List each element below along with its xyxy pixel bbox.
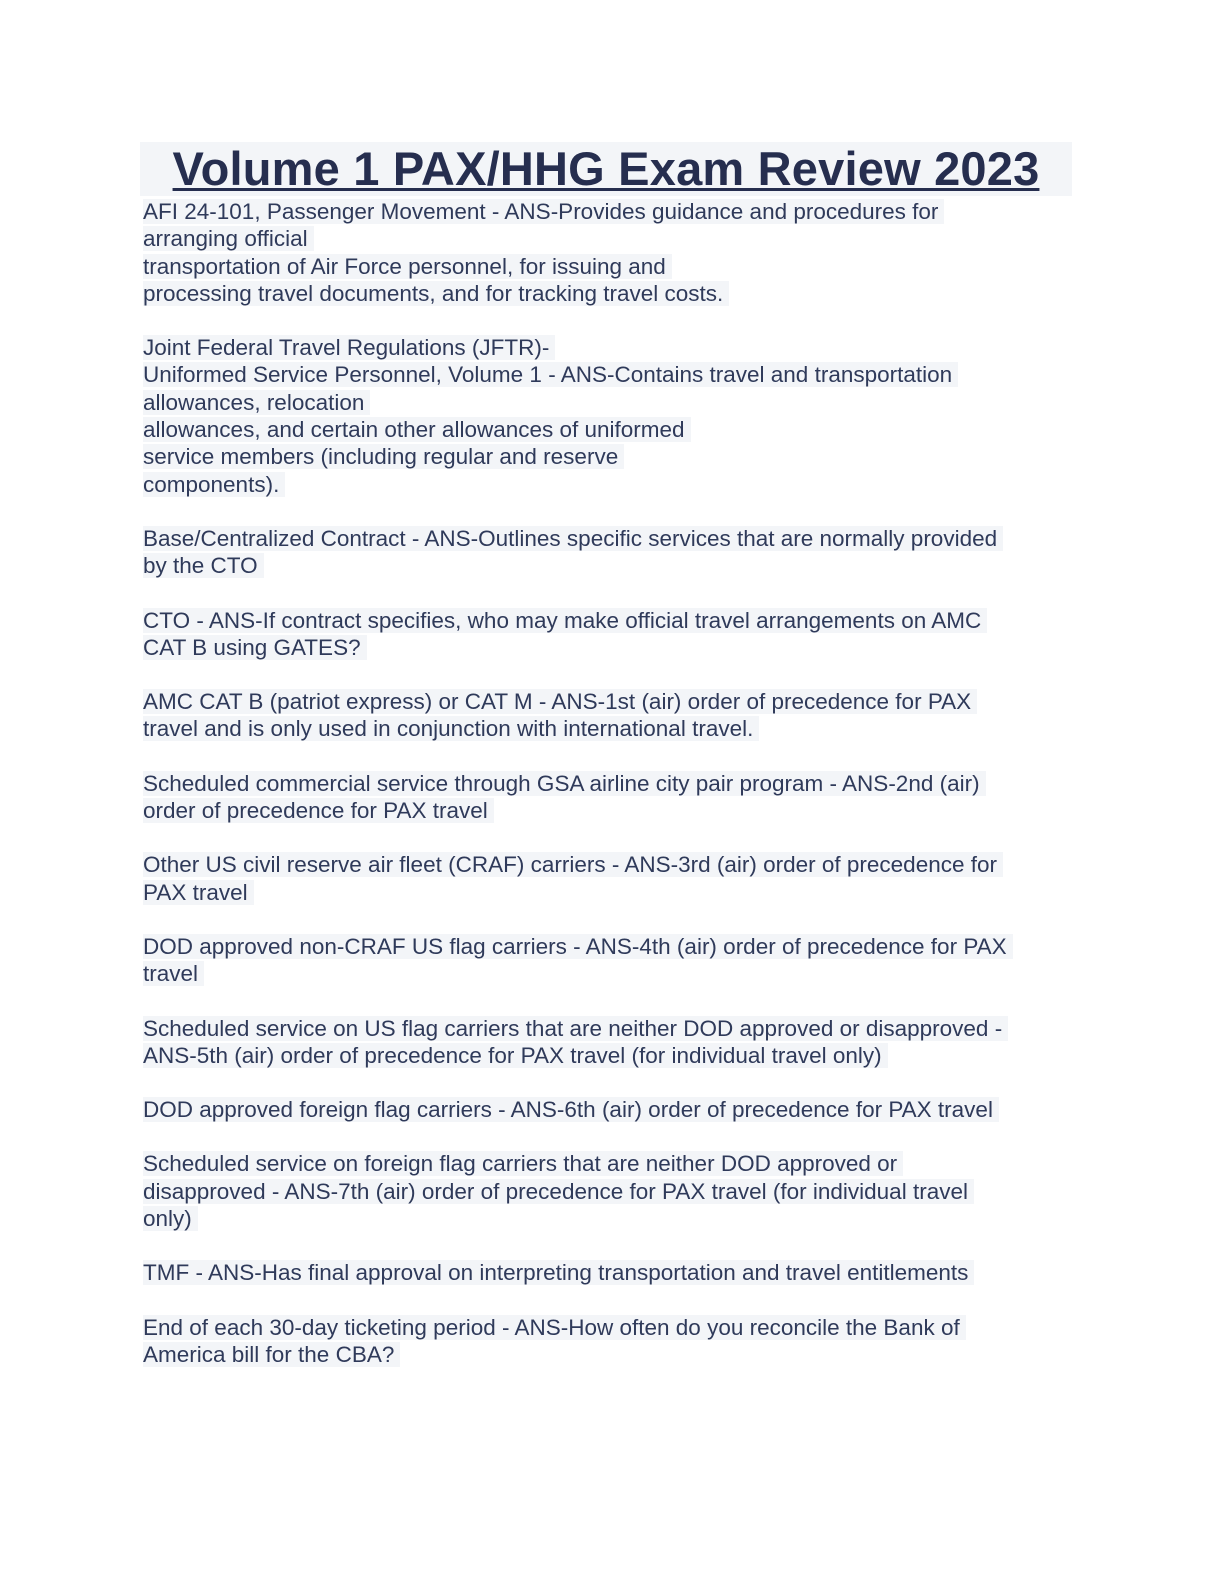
entry-line-text: Scheduled commercial service through GSA airline city pair program - ANS-2nd (air) (143, 771, 986, 796)
entry-line-text: arranging official (143, 226, 314, 251)
entry-line (143, 607, 1073, 634)
entry-line (143, 1259, 1073, 1286)
entry-line (143, 253, 1073, 280)
entry-line-text: DOD approved non-CRAF US flag carriers - ANS-4th (air) order of precedence for PAX (143, 934, 1013, 959)
entry-line-text: Scheduled service on US flag carriers that are neither DOD approved or disapproved - (143, 1016, 1008, 1041)
entry-line (143, 1015, 1073, 1042)
entry-line (143, 198, 1073, 225)
entry-line-text: America bill for the CBA? (143, 1342, 400, 1367)
entry-line (143, 552, 1073, 579)
qa-entry (143, 334, 1073, 498)
entry-line (143, 389, 1073, 416)
entry-line (143, 797, 1073, 824)
entry-line-text: travel and is only used in conjunction with international travel. (143, 716, 759, 741)
entry-line-text: only) (143, 1206, 198, 1231)
qa-entry (143, 933, 1073, 988)
entry-line-text: transportation of Air Force personnel, for issuing and (143, 254, 672, 279)
entry-line (143, 361, 1073, 388)
document-body (143, 198, 1073, 1395)
qa-entry (143, 525, 1073, 580)
qa-entry (143, 1015, 1073, 1070)
entry-line (143, 879, 1073, 906)
entry-line (143, 634, 1073, 661)
entry-line-text: disapproved - ANS-7th (air) order of precedence for PAX travel (for individual travel (143, 1179, 974, 1204)
entry-line-text: AFI 24-101, Passenger Movement - ANS-Provides guidance and procedures for (143, 199, 944, 224)
entry-line (143, 960, 1073, 987)
entry-line-text: Scheduled service on foreign flag carriers that are neither DOD approved or (143, 1151, 903, 1176)
qa-entry (143, 851, 1073, 906)
qa-entry (143, 607, 1073, 662)
entry-line-text: service members (including regular and reserve (143, 444, 624, 469)
entry-line-text: End of each 30-day ticketing period - ANS-How often do you reconcile the Bank of (143, 1315, 966, 1340)
qa-entry (143, 1150, 1073, 1232)
entry-line-text: Other US civil reserve air fleet (CRAF) carriers - ANS-3rd (air) order of precedence for (143, 852, 1003, 877)
entry-line (143, 688, 1073, 715)
entry-line-text: AMC CAT B (patriot express) or CAT M - ANS-1st (air) order of precedence for PAX (143, 689, 977, 714)
entry-line (143, 933, 1073, 960)
entry-line-text: Uniformed Service Personnel, Volume 1 - ANS-Contains travel and transportation (143, 362, 958, 387)
entry-line-text: DOD approved foreign flag carriers - ANS-6th (air) order of precedence for PAX travel (143, 1097, 999, 1122)
entry-line (143, 1205, 1073, 1232)
entry-line-text: components). (143, 472, 285, 497)
entry-line (143, 416, 1073, 443)
entry-line (143, 443, 1073, 470)
entry-line-text: Base/Centralized Contract - ANS-Outlines specific services that are normally provided (143, 526, 1003, 551)
entry-line (143, 851, 1073, 878)
entry-line-text: processing travel documents, and for tracking travel costs. (143, 281, 729, 306)
document-title: Volume 1 PAX/HHG Exam Review 2023 (172, 142, 1040, 195)
entry-line-text: travel (143, 961, 204, 986)
entry-line (143, 525, 1073, 552)
qa-entry (143, 1096, 1073, 1123)
title-banner (140, 142, 1072, 196)
entry-line-text: order of precedence for PAX travel (143, 798, 494, 823)
entry-line (143, 1314, 1073, 1341)
entry-line-text: allowances, relocation (143, 390, 370, 415)
entry-line-text: Joint Federal Travel Regulations (JFTR)- (143, 335, 555, 360)
entry-line (143, 715, 1073, 742)
entry-line (143, 770, 1073, 797)
qa-entry (143, 770, 1073, 825)
entry-line-text: TMF - ANS-Has final approval on interpreting transportation and travel entitlements (143, 1260, 974, 1285)
entry-line (143, 1178, 1073, 1205)
entry-line (143, 1096, 1073, 1123)
entry-line-text: CAT B using GATES? (143, 635, 367, 660)
entry-line (143, 280, 1073, 307)
entry-line-text: allowances, and certain other allowances of uniformed (143, 417, 691, 442)
entry-line-text: ANS-5th (air) order of precedence for PAX travel (for individual travel only) (143, 1043, 888, 1068)
entry-line-text: by the CTO (143, 553, 264, 578)
entry-line (143, 334, 1073, 361)
qa-entry (143, 1314, 1073, 1369)
qa-entry (143, 1259, 1073, 1286)
entry-line (143, 1042, 1073, 1069)
entry-line (143, 1150, 1073, 1177)
entry-line (143, 1341, 1073, 1368)
entry-line-text: CTO - ANS-If contract specifies, who may make official travel arrangements on AMC (143, 608, 987, 633)
qa-entry (143, 688, 1073, 743)
entry-line (143, 471, 1073, 498)
qa-entry (143, 198, 1073, 307)
entry-line-text: PAX travel (143, 880, 254, 905)
entry-line (143, 225, 1073, 252)
